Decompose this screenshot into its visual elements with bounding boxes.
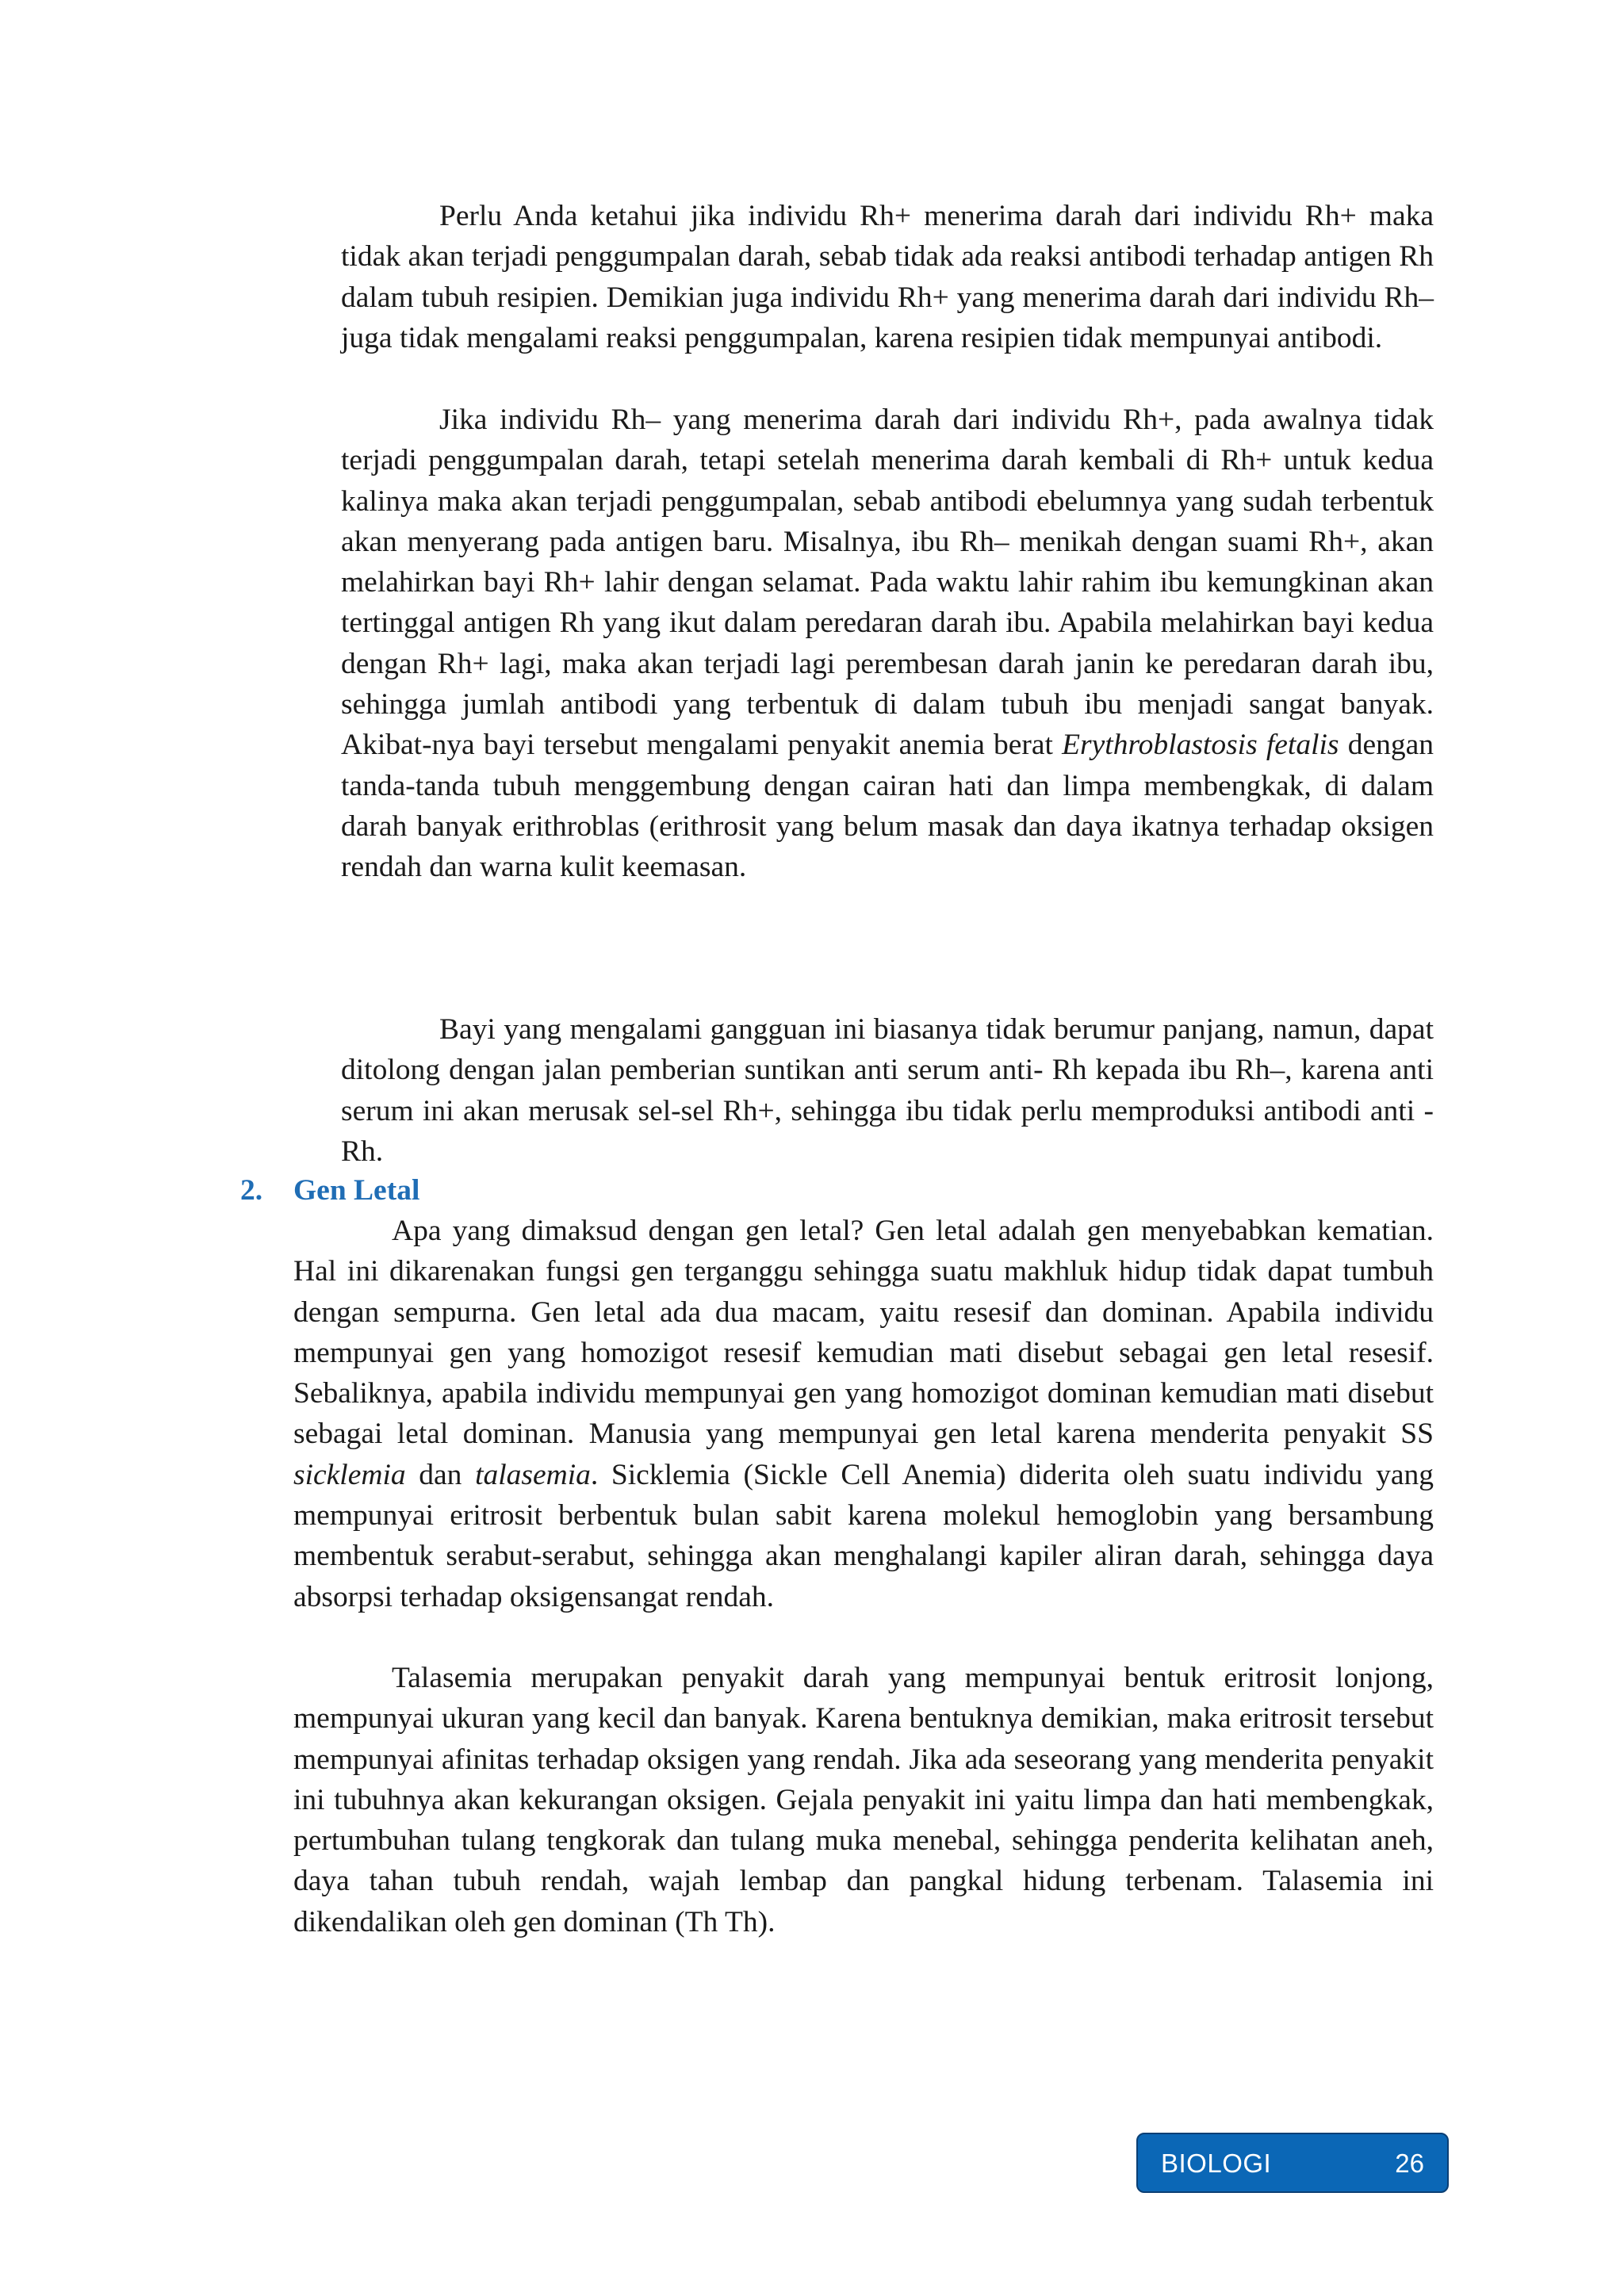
paragraph-gen-letal-definition: [293, 1211, 1434, 1617]
italic-term-sicklemia: sicklemia: [293, 1458, 406, 1491]
paragraph-rh-incompatibility: [341, 400, 1434, 888]
paragraph-text: Jika individu Rh– yang menerima darah dari individu Rh+, pada awalnya tidak terjadi penggumpalan darah, tetapi setelah menerima darah kembali di Rh+ untuk kedua kalinya maka akan terjadi penggumpalan, sebab antibodi ebelumnya yang sudah terbentuk akan menyerang pada antigen baru. Misalnya, ibu Rh– menikah dengan suami Rh+, akan melahirkan bayi Rh+ lahir dengan selamat. Pada waktu lahir rahim ibu kemungkinan akan tertinggal antigen Rh yang ikut dalam peredaran darah ibu. Apabila melahirkan bayi kedua dengan Rh+ lagi, maka akan terjadi lagi perembesan darah janin ke peredaran darah ibu, sehingga jumlah antibodi yang terbentuk di dalam tubuh ibu menjadi sangat banyak. Akibat-nya bayi tersebut mengalami penyakit anemia berat: [341, 404, 1434, 762]
section-number: 2.: [240, 1174, 263, 1207]
section-title: Gen Letal: [293, 1174, 420, 1207]
paragraph-text: Apa yang dimaksud dengan gen letal? Gen letal adalah gen menyebabkan kematian. Hal ini dikarenakan fungsi gen terganggu sehingga suatu makhluk hidup tidak dapat tumbuh dengan sempurna. Gen letal ada dua macam, yaitu resesif dan dominan. Apabila individu mempunyai gen yang homozigot resesif kemudian mati disebut sebagai gen letal resesif. Sebaliknya, apabila individu mempunyai gen yang homozigot dominan kemudian mati disebut sebagai letal dominan. Manusia yang mempunyai gen letal karena menderita penyakit SS: [293, 1215, 1434, 1451]
paragraph-text: dengan tanda-tanda tubuh menggembung dengan cairan hati dan limpa membengkak, di dalam darah banyak erithroblas (erithrosit yang belum masak dan daya ikatnya terhadap oksigen rendah dan warna kulit keemasan.: [341, 729, 1434, 884]
paragraph-text: . Sicklemia (Sickle Cell Anemia) diderita oleh suatu individu yang mempunyai eritrosit berbentuk bulan sabit karena molekul hemoglobin yang bersambung membentuk serabut-serabut, sehingga akan menghalangi kapiler aliran darah, sehingga daya absorpsi terhadap oksigensangat rendah.: [293, 1458, 1434, 1613]
italic-term-erythroblastosis: Erythroblastosis fetalis: [1062, 729, 1339, 762]
page-number: 26: [1395, 2149, 1424, 2178]
paragraph-anti-serum: Bayi yang mengalami gangguan ini biasanya tidak berumur panjang, namun, dapat ditolong dengan jalan pemberian suntikan anti serum anti- Rh kepada ibu Rh–, karena anti serum ini akan merusak sel-sel Rh+, sehingga ibu tidak perlu memproduksi antibodi anti -Rh.: [341, 1013, 1434, 1168]
footer-subject-label: BIOLOGI: [1161, 2149, 1272, 2178]
section-heading-gen-letal: [240, 1170, 419, 1211]
footer-page-badge: [1136, 2133, 1449, 2193]
paragraph-rh-compatibility: Perlu Anda ketahui jika individu Rh+ menerima darah dari individu Rh+ maka tidak akan terjadi penggumpalan darah, sebab tidak ada reaksi antibodi terhadap antigen Rh dalam tubuh resipien. Demikian juga individu Rh+ yang menerima darah dari individu Rh– juga tidak mengalami reaksi penggumpalan, karena resipien tidak mempunyai antibodi.: [341, 200, 1434, 354]
paragraph-text: dan: [405, 1458, 476, 1491]
paragraph-talasemia: Talasemia merupakan penyakit darah yang mempunyai bentuk eritrosit lonjong, mempunyai ukuran yang kecil dan banyak. Karena bentuknya demikian, maka eritrosit tersebut mempunyai afinitas terhadap oksigen yang rendah. Jika ada seseorang yang menderita penyakit ini tubuhnya akan kekurangan oksigen. Gejala penyakit ini yaitu limpa dan hati membengkak, pertumbuhan tulang tengkorak dan tulang muka menebal, sehingga penderita kelihatan aneh, daya tahan tubuh rendah, wajah lembap dan pangkal hidung terbenam. Talasemia ini dikendalikan oleh gen dominan (Th Th).: [293, 1662, 1434, 1938]
italic-term-talasemia: talasemia: [475, 1458, 591, 1491]
